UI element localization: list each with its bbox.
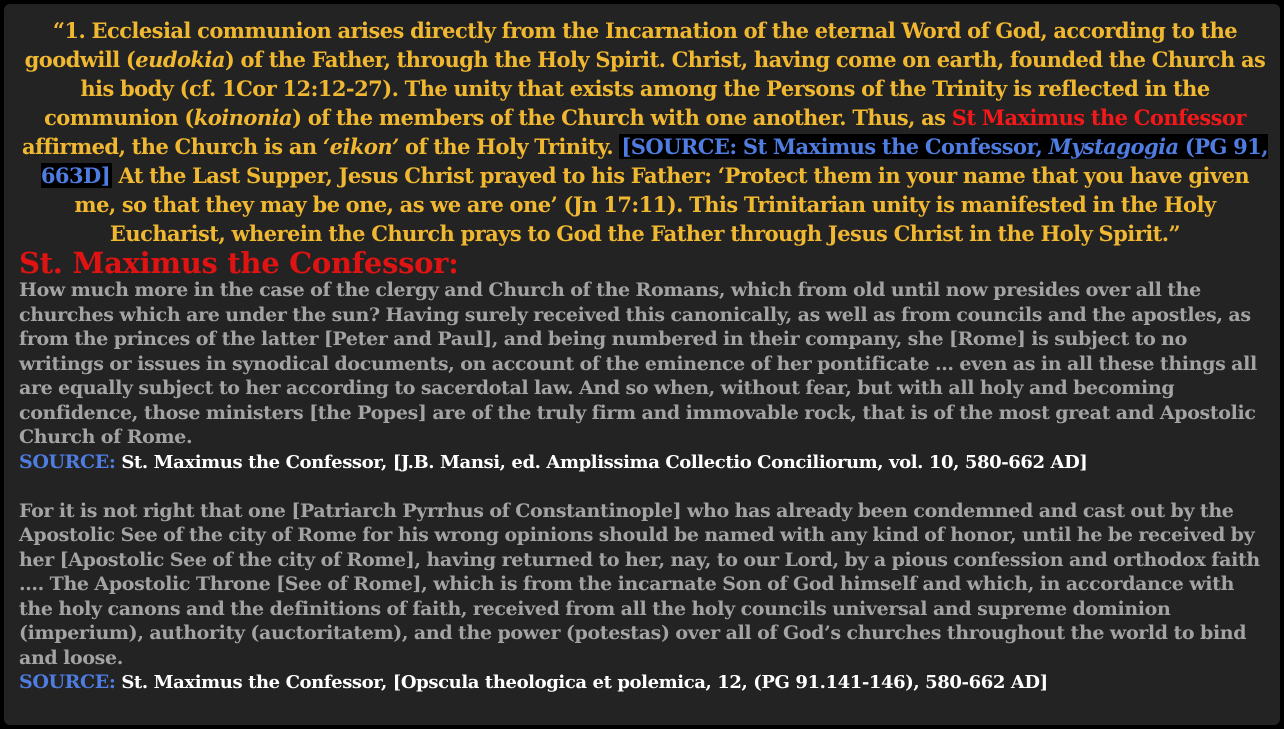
quote-term-koinonia: koinonia	[193, 105, 293, 130]
quote-term-eudokia: eudokia	[135, 47, 225, 72]
section-heading: St. Maximus the Confessor:	[19, 246, 459, 280]
spacer	[19, 475, 1271, 499]
quote-text-5: of the Holy Trinity.	[398, 134, 620, 159]
document-body	[19, 16, 1271, 695]
quote-text-1: “1. Ecclesial communion arises directly from the Incarnation of the eternal Word of God, according to the goodwill (	[24, 18, 1238, 72]
quote-text-3: ) of the members of the Church with one another. Thus, as	[292, 105, 952, 130]
passage-2-source-label: SOURCE:	[19, 671, 116, 693]
quote-source-prefix: [SOURCE: St Maximus the Confessor,	[621, 134, 1049, 159]
passage-2-source	[19, 670, 1271, 695]
catechism-quote	[19, 16, 1271, 248]
quote-text-6: At the Last Supper, Jesus Christ prayed to his Father: ‘Protect them in your name that you have given me, so that they may be one, as we are one’ (Jn 17:11). This Trinitarian unity is manifested in the Holy Eucharist, wherein the Church prays to God the Father through Jesus Christ in the Holy Spirit.”	[74, 163, 1250, 246]
passage-1-source-label: SOURCE:	[19, 450, 116, 473]
passage-1-source	[19, 450, 1271, 475]
quote-source-title: Mystagogia	[1048, 134, 1179, 159]
quote-maximus-name: St Maximus the Confessor	[951, 105, 1246, 130]
quote-text-4: affirmed, the Church is an	[21, 134, 323, 159]
quote-source-suffix: (PG 91, 663D]	[40, 134, 1268, 188]
document-panel	[4, 4, 1280, 725]
passage-1-source-text: St. Maximus the Confessor, [J.B. Mansi, ed. Amplissima Collectio Conciliorum, vol. 10, 580-662 AD]	[121, 451, 1088, 473]
passage-2-source-text: St. Maximus the Confessor, [Opscula theologica et polemica, 12, (PG 91.141-146), 580-662 AD]	[121, 672, 1048, 693]
passage-2-text: For it is not right that one [Patriarch Pyrrhus of Constantinople] who has already been condemned and cast out by the Apostolic See of the city of Rome for his wrong opinions should be named with any kind of honor, until he be received by her [Apostolic See of the city of Rome], having returned to her, nay, to our Lord, by a pious confession and orthodox faith …. The Apostolic Throne [See of Rome], which is from the incarnate Son of God himself and which, in accordance with the holy canons and the definitions of faith, received from all the holy councils universal and supreme dominion (imperium), authority (auctoritatem), and the power (potestas) over all of God’s churches throughout the world to bind and loose.	[19, 499, 1260, 669]
quote-term-eikon: ‘eikon’	[322, 134, 399, 159]
quote-text-2: ) of the Father, through the Holy Spirit. Christ, having come on earth, founded the Church as his body (cf. 1Cor 12:12-27). The unity that exists among the Persons of the Trinity is reflected in the communion (	[44, 47, 1266, 130]
passage-1-text: How much more in the case of the clergy and Church of the Romans, which from old until now presides over all the churches which are under the sun? Having surely received this canonically, as well as from councils and the apostles, as from the princes of the latter [Peter and Paul], and being numbered in their company, she [Rome] is subject to no writings or issues in synodical documents, on account of the eminence of her pontificate … even as in all these things all are equally subject to her according to sacerdotal law. And so when, without fear, but with all holy and becoming confidence, those ministers [the Popes] are of the truly firm and immovable rock, that is of the most great and Apostolic Church of Rome.	[19, 279, 1257, 448]
